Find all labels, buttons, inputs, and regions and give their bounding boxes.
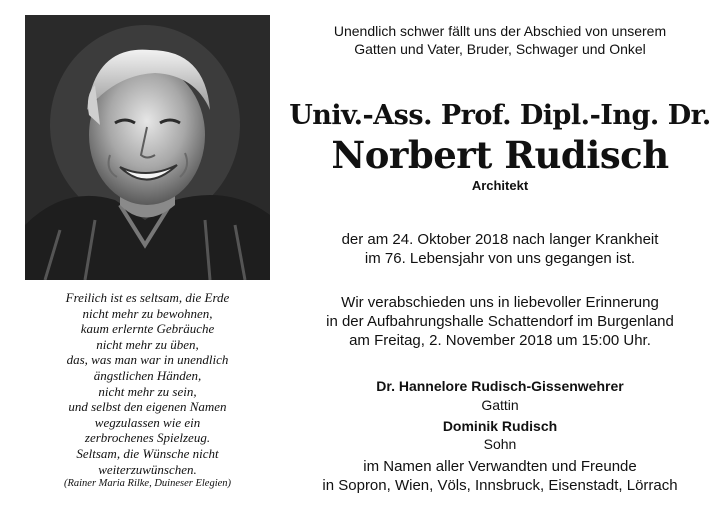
mourner-role: Sohn	[483, 436, 517, 452]
funeral-line: in der Aufbahrungshalle Schattendorf im Burgenland	[326, 313, 674, 330]
poem-line: nicht mehr zu bewohnen,	[82, 305, 213, 321]
portrait-photo	[25, 15, 270, 280]
mourner-name: Dominik Rudisch	[442, 418, 558, 434]
poem-line: wegzulassen wie ein	[94, 414, 201, 430]
deceased-name: Norbert Rudisch	[331, 133, 669, 177]
poem-line: Freilich ist es seltsam, die Erde	[65, 290, 230, 305]
poem-line: nicht mehr zu üben,	[96, 336, 199, 352]
intro-text	[280, 22, 720, 58]
intro-line: Gatten und Vater, Bruder, Schwager und Onkel	[354, 41, 646, 57]
profession: Architekt	[471, 178, 529, 193]
mourner-name: Dr. Hannelore Rudisch-Gissenwehrer	[376, 378, 624, 394]
poem-attribution: (Rainer Maria Rilke, Duineser Elegien)	[63, 478, 232, 489]
poem-line: zerbrochenes Spielzeug.	[84, 430, 211, 446]
poem-line: ängstlichen Händen,	[93, 367, 202, 383]
poem-line: Seltsam, die Wünsche nicht	[76, 445, 219, 461]
death-notice	[280, 230, 720, 268]
funeral-line: am Freitag, 2. November 2018 um 15:00 Uhr.	[349, 332, 651, 349]
poem-line: weiterzuwünschen.	[98, 461, 197, 477]
closing-line: in Sopron, Wien, Völs, Innsbruck, Eisenstadt, Lörrach	[322, 477, 678, 494]
death-notice-line: der am 24. Oktober 2018 nach langer Krankheit	[341, 231, 659, 248]
death-notice-line: im 76. Lebensjahr von uns gegangen ist.	[364, 250, 636, 267]
funeral-info	[280, 293, 720, 350]
intro-line: Unendlich schwer fällt uns der Abschied von unserem	[333, 23, 667, 39]
portrait-illustration	[25, 15, 270, 280]
closing-line: im Namen aller Verwandten und Freunde	[363, 458, 637, 475]
poem-line: und selbst den eigenen Namen	[68, 399, 227, 415]
poem-line: nicht mehr zu sein,	[98, 383, 197, 399]
academic-title: Univ.-Ass. Prof. Dipl.-Ing. Dr.	[289, 100, 711, 131]
funeral-line: Wir verabschieden uns in liebevoller Erinnerung	[341, 294, 659, 311]
mourner-role: Gattin	[481, 397, 519, 413]
poem-line: das, was man war in unendlich	[66, 352, 229, 368]
poem	[15, 290, 280, 477]
closing-text	[280, 457, 720, 495]
poem-line: kaum erlernte Gebräuche	[80, 321, 215, 337]
